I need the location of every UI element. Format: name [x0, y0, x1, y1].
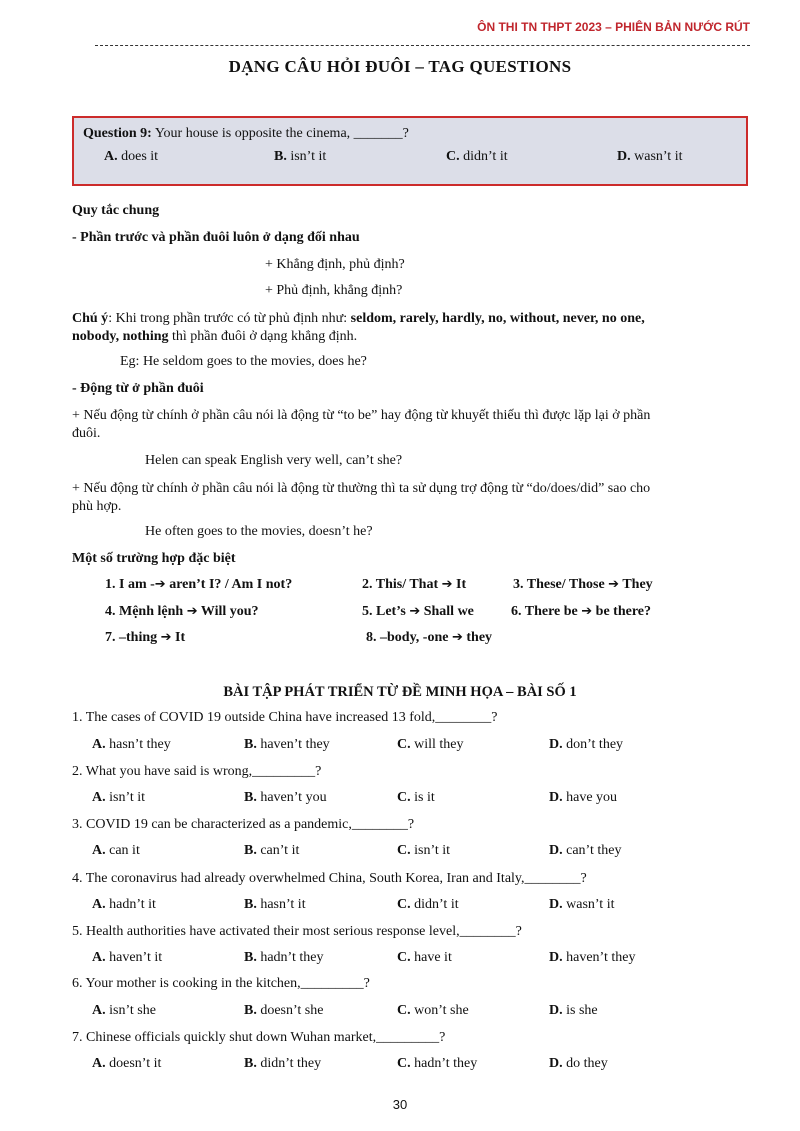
option-text: didn’t they	[256, 1056, 322, 1071]
question-9-label: Question 9:	[83, 126, 152, 141]
arrow-right-icon: ➔	[186, 604, 198, 619]
option-text: don’t they	[562, 737, 624, 752]
exercise-options-3	[92, 843, 752, 863]
option-text: can’t they	[562, 843, 622, 858]
option-letter: A.	[104, 149, 118, 164]
special-right: It	[171, 630, 186, 645]
header-divider	[95, 45, 750, 46]
option-text: hadn’t they	[256, 950, 324, 965]
option-letter: C.	[397, 1056, 411, 1071]
option-text: won’t she	[410, 1003, 469, 1018]
option-letter: A.	[92, 897, 106, 912]
option-letter: D.	[549, 950, 563, 965]
option-letter: A.	[92, 1003, 106, 1018]
option-letter: D.	[549, 843, 563, 858]
option-text: have you	[562, 790, 618, 805]
exercise-question-5: 5. Health authorities have activated their most serious response level,________?	[72, 924, 522, 939]
exercise-options-1	[92, 737, 752, 757]
opposite-rule-heading: - Phần trước và phần đuôi luôn ở dạng đối nhau	[72, 230, 360, 245]
question-9-box	[72, 116, 748, 186]
question-9-text: Your house is opposite the cinema, _______?	[151, 126, 409, 141]
option-letter: C.	[397, 1003, 411, 1018]
option-a[interactable]	[92, 737, 171, 753]
option-c[interactable]	[397, 950, 452, 966]
arrow-right-icon: ➔	[409, 604, 421, 619]
special-case-5	[362, 604, 474, 620]
option-letter: A.	[92, 950, 106, 965]
option-b[interactable]	[244, 737, 330, 753]
option-c[interactable]	[446, 149, 508, 165]
rule-pos-neg: + Khẳng định, phủ định?	[265, 257, 405, 272]
arrow-right-icon: ➔	[441, 577, 453, 592]
special-left: 8. –body, -one	[366, 630, 452, 645]
option-letter: C.	[397, 897, 411, 912]
verb-rule-1-text-cont: đuôi.	[72, 426, 101, 441]
rule-neg-pos: + Phủ định, khẳng định?	[265, 283, 403, 298]
note-text-end: thì phần đuôi ở dạng khẳng định.	[168, 329, 358, 344]
option-d[interactable]	[617, 149, 682, 165]
special-case-6	[511, 604, 651, 620]
verb-rule-2-text: + Nếu động từ chính ở phần câu nói là động từ thường thì ta sử dụng trợ động từ “do/does/did” sao cho	[72, 481, 651, 496]
option-a[interactable]	[92, 790, 145, 806]
special-case-7	[105, 630, 185, 646]
arrow-right-icon: ➔	[154, 577, 166, 592]
special-case-1	[105, 577, 292, 593]
option-text: wasn’t it	[562, 897, 615, 912]
verb-rule-2	[72, 480, 748, 516]
option-d[interactable]	[549, 950, 635, 966]
arrow-right-icon: ➔	[581, 604, 593, 619]
option-letter: A.	[92, 843, 106, 858]
option-letter: A.	[92, 1056, 106, 1071]
option-letter: C.	[397, 737, 411, 752]
option-text: didn’t it	[459, 149, 508, 164]
verb-heading: - Động từ ở phần đuôi	[72, 381, 204, 396]
option-a[interactable]	[104, 149, 158, 165]
special-left: 2. This/ That	[362, 577, 442, 592]
page-title: DẠNG CÂU HỎI ĐUÔI – TAG QUESTIONS	[228, 57, 572, 76]
example-often: He often goes to the movies, doesn’t he?	[145, 524, 373, 539]
question-9-stem	[83, 126, 409, 142]
option-c[interactable]	[397, 897, 459, 913]
option-letter: D.	[549, 790, 563, 805]
option-d[interactable]	[549, 790, 617, 806]
option-a[interactable]	[92, 1003, 156, 1019]
option-letter: B.	[244, 790, 257, 805]
option-b[interactable]	[244, 843, 299, 859]
option-text: isn’t it	[286, 149, 327, 164]
header-banner: ÔN THI TN THPT 2023 – PHIÊN BẢN NƯỚC RÚT	[477, 20, 750, 34]
exercise-question-3: 3. COVID 19 can be characterized as a pandemic,________?	[72, 817, 415, 832]
option-letter: B.	[274, 149, 287, 164]
option-text: can it	[105, 843, 140, 858]
exercise-question-2: 2. What you have said is wrong,_________?	[72, 764, 322, 779]
option-c[interactable]	[397, 843, 450, 859]
option-d[interactable]	[549, 897, 614, 913]
option-letter: B.	[244, 897, 257, 912]
special-case-2	[362, 577, 466, 593]
special-right: They	[619, 577, 653, 592]
general-rule-heading: Quy tắc chung	[72, 203, 160, 218]
option-letter: B.	[244, 737, 257, 752]
option-text: do they	[562, 1056, 608, 1071]
special-right: aren’t I? / Am I not?	[165, 577, 293, 592]
special-left: 4. Mệnh lệnh	[105, 604, 187, 619]
option-letter: D.	[549, 1056, 563, 1071]
option-letter: D.	[549, 897, 563, 912]
exercise-options-4	[92, 897, 752, 917]
option-d[interactable]	[549, 737, 623, 753]
exercise-options-2	[92, 790, 752, 810]
option-text: hasn’t they	[105, 737, 171, 752]
option-text: is it	[410, 790, 435, 805]
exercise-question-6: 6. Your mother is cooking in the kitchen,_________?	[72, 976, 370, 991]
option-b[interactable]	[244, 897, 306, 913]
exercise-options-7	[92, 1056, 752, 1076]
option-text: isn’t it	[410, 843, 451, 858]
option-c[interactable]	[397, 790, 435, 806]
special-cases-heading: Một số trường hợp đặc biệt	[72, 551, 236, 566]
option-c[interactable]	[397, 737, 464, 753]
exercise-question-1: 1. The cases of COVID 19 outside China have increased 13 fold,________?	[72, 710, 498, 725]
option-text: didn’t it	[410, 897, 459, 912]
special-right: It	[452, 577, 467, 592]
option-text: will they	[410, 737, 464, 752]
option-b[interactable]	[244, 950, 323, 966]
option-a[interactable]	[92, 950, 162, 966]
option-letter: B.	[244, 950, 257, 965]
option-text: haven’t they	[562, 950, 636, 965]
option-text: does it	[117, 149, 159, 164]
special-left: 3. These/ Those	[513, 577, 609, 592]
option-letter: C.	[397, 790, 411, 805]
option-text: haven’t you	[256, 790, 327, 805]
option-b[interactable]	[244, 790, 327, 806]
exercise-options-6	[92, 1003, 752, 1023]
option-d[interactable]	[549, 843, 621, 859]
special-right: Will you?	[197, 604, 259, 619]
special-case-8	[366, 630, 492, 646]
option-text: wasn’t it	[630, 149, 683, 164]
special-left: 7. –thing	[105, 630, 161, 645]
option-letter: A.	[92, 790, 106, 805]
option-letter: C.	[397, 843, 411, 858]
special-case-4	[105, 604, 259, 620]
special-left: 1. I am -	[105, 577, 155, 592]
option-text: is she	[562, 1003, 598, 1018]
exercise-question-7: 7. Chinese officials quickly shut down Wuhan market,_________?	[72, 1030, 446, 1045]
note-label: Chú ý	[72, 311, 109, 326]
option-a[interactable]	[92, 897, 156, 913]
option-letter: B.	[244, 1056, 257, 1071]
option-text: have it	[410, 950, 452, 965]
page-number: 30	[392, 1097, 408, 1112]
option-d[interactable]	[549, 1003, 598, 1019]
option-text: haven’t it	[105, 950, 163, 965]
option-letter: C.	[397, 950, 411, 965]
special-right: they	[462, 630, 493, 645]
option-text: haven’t they	[256, 737, 330, 752]
special-case-3	[513, 577, 653, 593]
option-letter: B.	[244, 1003, 257, 1018]
option-letter: D.	[617, 149, 631, 164]
option-text: isn’t she	[105, 1003, 156, 1018]
option-letter: C.	[446, 149, 460, 164]
option-text: can’t it	[256, 843, 300, 858]
option-letter: D.	[549, 737, 563, 752]
option-b[interactable]	[244, 1003, 323, 1019]
note-paragraph	[72, 310, 748, 346]
option-c[interactable]	[397, 1003, 469, 1019]
option-text: hadn’t it	[105, 897, 156, 912]
exercise-options-5	[92, 950, 752, 970]
arrow-right-icon: ➔	[451, 630, 463, 645]
verb-rule-1-text: + Nếu động từ chính ở phần câu nói là động từ “to be” hay động từ khuyết thiếu thì được lặp lại ở phần	[72, 408, 651, 423]
option-text: isn’t it	[105, 790, 146, 805]
option-a[interactable]	[92, 843, 140, 859]
arrow-right-icon: ➔	[160, 630, 172, 645]
option-d[interactable]	[549, 1056, 608, 1072]
option-c[interactable]	[397, 1056, 477, 1072]
option-a[interactable]	[92, 1056, 161, 1072]
option-text: doesn’t she	[256, 1003, 324, 1018]
option-text: doesn’t it	[105, 1056, 162, 1071]
note-text: : Khi trong phần trước có từ phủ định như:	[108, 311, 351, 326]
special-left: 5. Let’s	[362, 604, 410, 619]
negative-words-cont: nobody, nothing	[72, 329, 169, 344]
verb-rule-2-text-cont: phù hợp.	[72, 499, 122, 514]
example-can: Helen can speak English very well, can’t she?	[145, 453, 403, 468]
negative-words: seldom, rarely, hardly, no, without, never, no one,	[350, 311, 645, 326]
option-b[interactable]	[244, 1056, 321, 1072]
verb-rule-1	[72, 407, 748, 443]
option-letter: B.	[244, 843, 257, 858]
option-b[interactable]	[274, 149, 326, 165]
exercise-question-4: 4. The coronavirus had already overwhelmed China, South Korea, Iran and Italy,________?	[72, 871, 587, 886]
special-right: Shall we	[420, 604, 474, 619]
example-seldom: Eg: He seldom goes to the movies, does he?	[120, 354, 367, 369]
arrow-right-icon: ➔	[608, 577, 620, 592]
special-left: 6. There be	[511, 604, 582, 619]
option-letter: D.	[549, 1003, 563, 1018]
option-letter: A.	[92, 737, 106, 752]
exercise-title: BÀI TẬP PHÁT TRIỂN TỪ ĐỀ MINH HỌA – BÀI SỐ 1	[223, 684, 577, 700]
option-text: hasn’t it	[256, 897, 306, 912]
question-9-options	[104, 149, 744, 169]
option-text: hadn’t they	[410, 1056, 478, 1071]
special-right: be there?	[592, 604, 652, 619]
